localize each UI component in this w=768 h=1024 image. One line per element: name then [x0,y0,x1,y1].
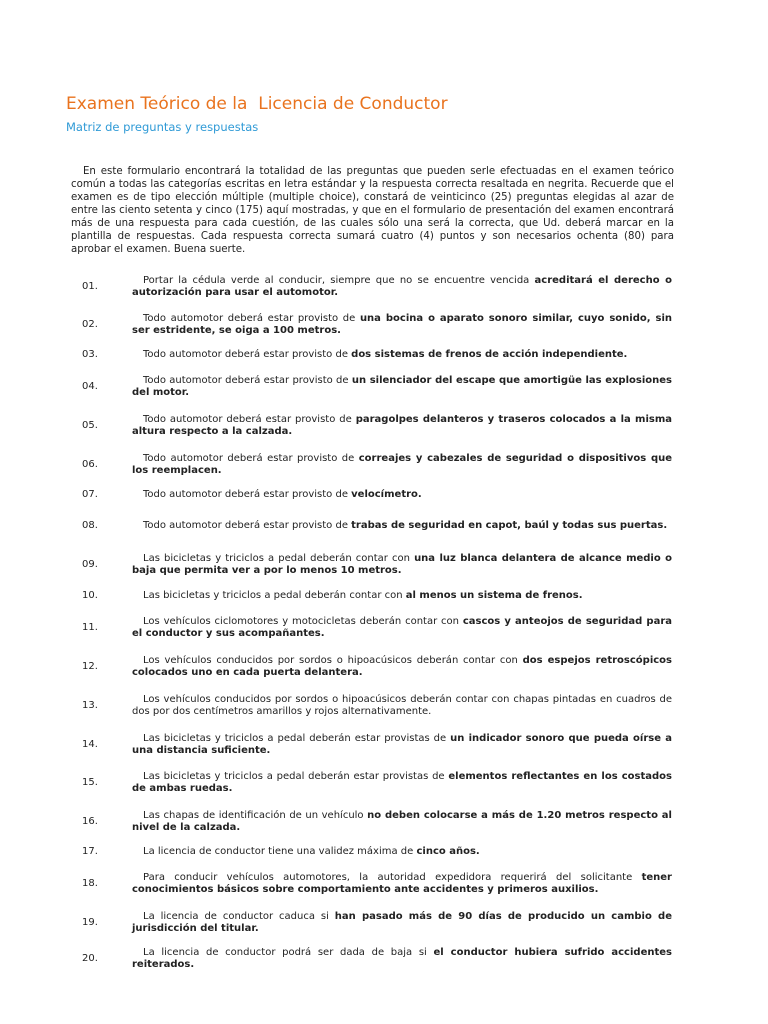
question-number: 02. [82,319,98,330]
question-prompt: Las bicicletas y triciclos a pedal deberán contar con [143,553,415,564]
correct-answer: un silenciador del escape que amortigüe las explosiones del motor. [132,375,672,398]
question-number: 05. [82,420,98,431]
question-sentence [132,453,672,477]
correct-answer: velocímetro. [351,489,422,500]
question-prompt: Todo automotor deberá estar provisto de [143,453,359,464]
question-sentence [132,349,672,361]
question-text [132,311,672,339]
question-text [132,870,672,898]
question-item [0,653,768,681]
question-item [0,273,768,301]
question-prompt: Todo automotor deberá estar provisto de [143,489,352,500]
question-sentence [132,489,672,501]
question-number: 01. [82,281,98,292]
question-item [0,945,768,973]
question-prompt: Todo automotor deberá estar provisto de [143,414,356,425]
question-item [0,870,768,898]
question-text [132,373,672,401]
question-item [0,614,768,642]
question-sentence [132,275,672,299]
question-prompt: Para conducir vehículos automotores, la autoridad expedidora requerirá del solicitante [143,872,642,883]
question-number: 20. [82,953,98,964]
question-item [0,311,768,339]
question-item [0,769,768,797]
correct-answer: cinco años. [416,846,480,857]
question-prompt: Las chapas de identificación de un vehículo [143,810,368,821]
question-text [132,838,672,866]
question-prompt: Los vehículos ciclomotores y motocicletas deberán contar con [143,616,463,627]
question-item [0,451,768,479]
question-text [132,945,672,973]
question-prompt: La licencia de conductor podrá ser dada de baja si [143,947,434,958]
correct-answer: paragolpes delanteros y traseros colocados a la misma altura respecto a la calzada. [132,414,672,437]
intro-paragraph: En este formulario encontrará la totalidad de las preguntas que pueden serle efectuadas en el examen teórico común a todas las categorías escritas en letra estándar y la respuesta correcta resaltada en negrita. Recuerde que el examen es de tipo elección múltiple (multiple choice), constará de veinticinco (25) preguntas elegidas al azar de entre las ciento setenta y cinco (175) aquí mostradas, y que en el formulario de presentación del examen encontrará más de una respuesta para cada cuestión, de las cuales sólo una será la correcta, que Ud. deberá marcar en la plantilla de respuestas. Cada respuesta correcta sumará cuatro (4) puntos y son necesarios ochenta (80) para aprobar el examen. Buena suerte. [71,166,674,255]
question-item [0,731,768,759]
question-prompt: Las bicicletas y triciclos a pedal deberán contar con [143,590,406,601]
question-text [132,451,672,479]
question-item [0,582,768,610]
question-prompt: Los vehículos conducidos por sordos o hipoacúsicos deberán contar con chapas pintadas en cuadros de dos por dos centímetros amarillos y rojos alternativamente. [132,694,672,717]
question-sentence [132,733,672,757]
question-number: 10. [82,590,98,601]
correct-answer: cascos y anteojos de seguridad para el conductor y sus acompañantes. [132,616,672,639]
question-text [132,731,672,759]
question-prompt: Las bicicletas y triciclos a pedal deberán estar provistas de [143,733,451,744]
question-item [0,909,768,937]
question-item [0,838,768,866]
page-title: Examen Teórico de la Licencia de Conductor [66,94,448,114]
correct-answer: un indicador sonoro que pueda oírse a una distancia suficiente. [132,733,672,756]
correct-answer: tener conocimientos básicos sobre comportamiento ante accidentes y primeros auxilios. [132,872,672,895]
question-text [132,808,672,836]
question-sentence [132,375,672,399]
question-prompt: Todo automotor deberá estar provisto de [143,375,352,386]
question-number: 15. [82,777,98,788]
question-number: 09. [82,559,98,570]
question-text [132,551,672,579]
question-sentence [132,590,672,602]
correct-answer: han pasado más de 90 días de producido un cambio de jurisdicción del titular. [132,911,672,934]
page-subtitle: Matriz de preguntas y respuestas [66,120,259,134]
question-number: 11. [82,622,98,633]
question-text [132,481,672,509]
question-prompt: Los vehículos conducidos por sordos o hipoacúsicos deberán contar con [143,655,523,666]
question-text [132,909,672,937]
question-sentence [132,872,672,896]
correct-answer: trabas de seguridad en capot, baúl y todas sus puertas. [351,520,668,531]
correct-answer: no deben colocarse a más de 1.20 metros respecto al nivel de la calzada. [132,810,672,833]
correct-answer: el conductor hubiera sufrido accidentes reiterados. [132,947,672,970]
question-number: 06. [82,459,98,470]
question-sentence [132,616,672,640]
correct-answer: dos espejos retroscópicos colocados uno en cada puerta delantera. [132,655,673,678]
correct-answer: elementos reflectantes en los costados de ambas ruedas. [132,771,672,794]
question-prompt: La licencia de conductor caduca si [143,911,335,922]
question-item [0,412,768,440]
question-sentence [132,846,672,858]
question-sentence [132,520,672,532]
question-text [132,653,672,681]
question-text [132,341,672,369]
question-item [0,692,768,720]
question-prompt: Todo automotor deberá estar provisto de [143,349,352,360]
question-item [0,481,768,509]
question-number: 04. [82,381,98,392]
question-number: 14. [82,739,98,750]
question-sentence [132,655,672,679]
question-number: 03. [82,349,98,360]
question-sentence [132,771,672,795]
question-sentence [132,313,672,337]
question-number: 16. [82,816,98,827]
question-text [132,412,672,440]
question-text [132,614,672,642]
question-number: 07. [82,489,98,500]
question-prompt: Las bicicletas y triciclos a pedal deberán estar provistas de [143,771,449,782]
question-item [0,512,768,540]
correct-answer: correajes y cabezales de seguridad o dispositivos que los reemplacen. [132,453,672,476]
question-sentence [132,810,672,834]
question-item [0,341,768,369]
question-sentence [132,911,672,935]
question-number: 13. [82,700,98,711]
correct-answer: dos sistemas de frenos de acción independiente. [351,349,628,360]
question-item [0,551,768,579]
question-prompt: Portar la cédula verde al conducir, siempre que no se encuentre vencida [143,275,535,286]
correct-answer: acreditará el derecho o autorización para usar el automotor. [132,275,672,298]
question-number: 08. [82,520,98,531]
question-prompt: Todo automotor deberá estar provisto de [143,520,352,531]
question-text [132,512,672,540]
question-text [132,582,672,610]
question-prompt: La licencia de conductor tiene una validez máxima de [143,846,417,857]
question-sentence [132,694,672,718]
correct-answer: al menos un sistema de frenos. [405,590,583,601]
correct-answer: una bocina o aparato sonoro similar, cuyo sonido, sin ser estridente, se oiga a 100 metros. [132,313,672,336]
question-number: 17. [82,846,98,857]
question-text [132,769,672,797]
question-text [132,692,672,720]
question-number: 12. [82,661,98,672]
question-sentence [132,553,672,577]
correct-answer: una luz blanca delantera de alcance medio o baja que permita ver a por lo menos 10 metros. [132,553,673,576]
question-prompt: Todo automotor deberá estar provisto de [143,313,360,324]
question-item [0,373,768,401]
question-number: 18. [82,878,98,889]
question-sentence [132,414,672,438]
question-number: 19. [82,917,98,928]
question-text [132,273,672,301]
question-sentence [132,947,672,971]
question-item [0,808,768,836]
